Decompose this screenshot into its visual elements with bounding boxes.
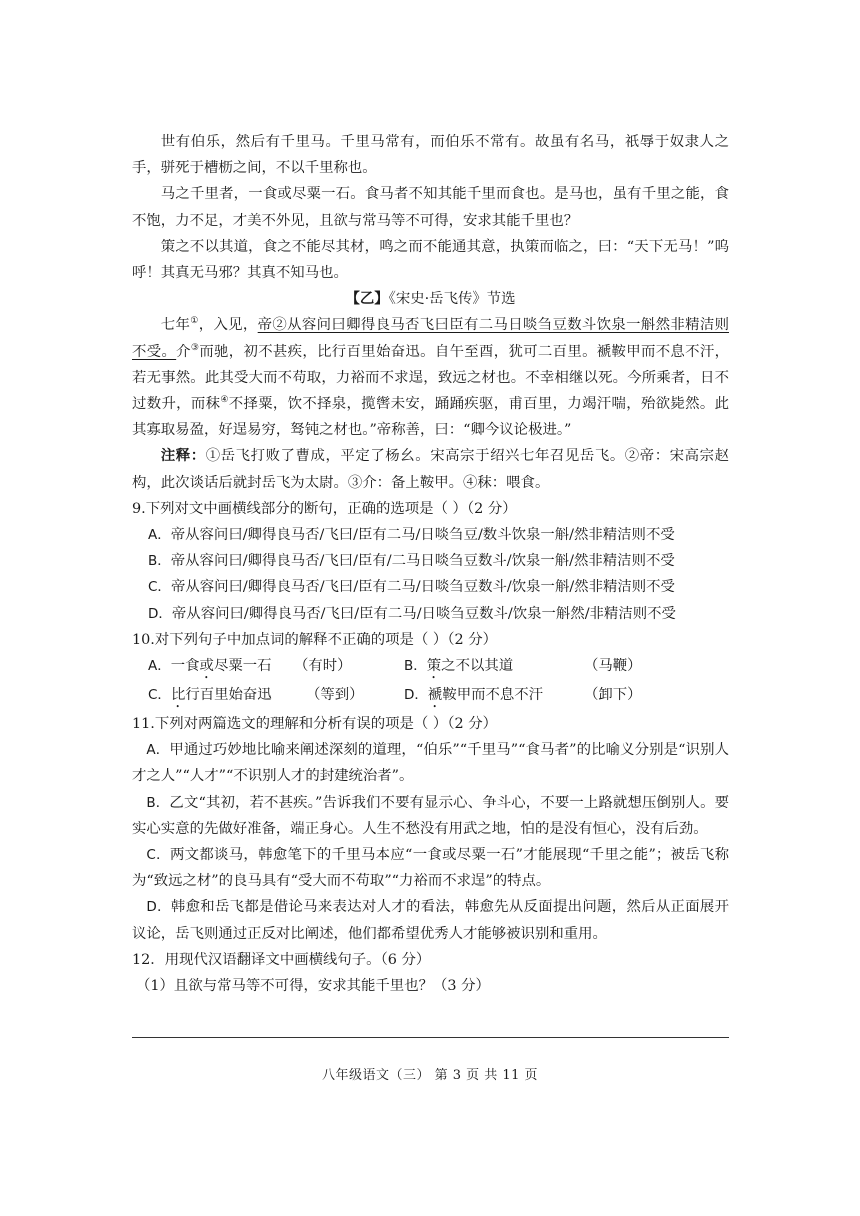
dotted-word: 策 [426,658,442,675]
question-9-stem: 9.下列对文中画横线部分的断句，正确的选项是（ ）（2 分） [132,500,517,517]
dotted-word: 比 [170,687,186,704]
underlined-sentence: 帝②从容问曰卿得良马否飞曰臣有二马日啖刍豆数斗饮泉一斛然非精洁则不受。 [132,317,729,360]
option-label: C． [148,687,171,704]
page-footer: 八年级语文（三） 第 3 页 共 11 页 [321,1068,539,1083]
option-label: C． [148,579,171,596]
option-text: 之不以其道 [441,658,514,675]
passage-yi-text: ，入见， [198,317,258,334]
passage-yi-paragraph [132,312,729,443]
question-11-stem: 11.下列对两篇选文的理解和分析有误的项是（ ）（2 分） [132,716,497,733]
option-text: 帝从容问曰/卿得良马否/飞曰/臣有二马/日啖刍豆/数斗饮泉一斛/然非精洁则不受 [170,527,675,544]
option-label: B． [146,794,170,811]
question-9-option-d [132,601,729,627]
question-10-row-1 [132,653,729,682]
option-text: 鞍甲而不息不汗 [442,687,544,704]
option-text: 尽粟一石 [213,658,272,675]
passage-jia-paragraph-2: 马之千里者，一食或尽粟一石。食马者不知其能千里而食也。是马也，虽有千里之能，食不饱，力不足，才美不外见，且欲与常马等不可得，安求其能千里也？ [132,186,729,229]
option-label: D． [404,687,428,704]
option-text: 帝从容问曰/卿得良马否/飞曰/臣有二马/日啖刍豆数斗/饮泉一斛然/非精洁则不受 [171,605,676,622]
footnote-marker-1: ① [190,316,199,327]
page-content [132,129,729,999]
option-label: B． [404,658,427,675]
option-text: 帝从容问曰/卿得良马否/飞曰/臣有二马/日啖刍豆数斗/饮泉一斛/然非精洁则不受 [170,579,675,596]
passage-jia-paragraph-1: 世有伯乐，然后有千里马。千里马常有，而伯乐不常有。故虽有名马，祇辱于奴隶人之手，骈死于槽枥之间，不以千里称也。 [132,134,729,177]
annotation-label: 注释： [160,447,206,465]
passage-yi-title [132,286,729,312]
passage-yi-text: 介 [176,343,191,360]
question-11-option-b [132,790,729,842]
question-10-option-c [148,682,274,711]
question-10-row-2 [132,682,729,711]
question-11-option-c [132,842,729,894]
option-text: 两文都谈马，韩愈笔下的千里马本应“一食或尽粟一石”才能展现“千里之能”；被岳飞称为“致远之材”的良马具有“受大而不苟取”“力裕而不求逞”的特点。 [132,847,729,890]
option-text: 一食 [170,658,200,675]
option-label: D． [148,605,172,622]
footer-divider [132,1037,729,1038]
passage-yi-text-start: 七年 [160,317,191,334]
footnote-marker-3: ③ [190,342,200,353]
question-9-option-b [132,548,729,574]
question-9-option-c [132,574,729,600]
question-10-gloss-d: （卸下） [584,687,642,704]
option-text: 乙文“其初，若不甚疾。”告诉我们不要有显示心、争斗心，不要一上路就想压倒别人。要实心实意的先做好准备，端正身心。人生不愁没有用武之地，怕的是没有恒心，没有后劲。 [132,794,729,837]
question-10-option-a [148,653,274,682]
question-9-option-a [132,522,729,548]
passage-yi-title-name: 《宋史·岳飞传》节选 [388,291,516,308]
footnote-marker-4: ④ [220,395,229,406]
passage-yi-title-prefix: 【乙】 [345,290,389,308]
question-11-option-d [132,894,729,946]
option-text: 帝从容问曰/卿得良马否/飞曰/臣有/二马日啖刍豆数斗/饮泉一斛/然非精洁则不受 [170,553,675,570]
annotation-paragraph [132,443,729,495]
passage-yi-text: 而驰，初不甚疾，比行百里始奋迅。自午至酉，犹可二百里。褫鞍甲而不息不汗，若无事然。此其受大而不苟取，力裕而不求逞，致远之材也。不幸相继以死。今所乘者，日不过数升，而秣 [132,343,729,413]
option-label: D． [146,899,171,916]
annotation-text: ①岳飞打败了曹成，平定了杨幺。宋高宗于绍兴七年召见岳飞。②帝：宋高宗赵构，此次谈话后就封岳飞为太尉。③介：备上鞍甲。④秣：喂食。 [132,448,729,491]
passage-jia-paragraph-3: 策之不以其道，食之不能尽其材，鸣之而不能通其意，执策而临之，曰：“天下无马！”呜呼！其真无马邪？其真不知马也。 [132,238,729,282]
option-label: B． [148,553,171,570]
question-12-sub-1: （1）且欲与常马等不可得，安求其能千里也？（3 分） [136,978,490,995]
option-text: 韩愈和岳飞都是借论马来表达对人才的看法，韩愈先从反面提出问题，然后从正面展开议论，岳飞则通过正反对比阐述，他们都希望优秀人才能够被识别和重用。 [132,899,729,942]
question-10-gloss-b: （马鞭） [584,658,642,675]
question-10-option-d [404,682,572,711]
option-label: C． [146,847,170,864]
question-10-gloss-c: （等到） [306,687,364,704]
question-10-option-b [404,653,572,682]
question-10-stem: 10.对下列句子中加点词的解释不正确的项是（ ）（2 分） [132,631,497,648]
option-label: A． [148,527,171,544]
option-label: A． [146,742,170,759]
dotted-word: 或 [199,658,214,675]
passage-yi-text: 不择粟，饮不择泉，揽辔未安，踊踊疾驱，甫百里，力竭汗喘，殆欲毙然。此其寡取易盈，好逞易穷，驽钝之材也。”帝称善，曰：“卿今议论极进。” [132,396,729,439]
option-text: 甲通过巧妙地比喻来阐述深刻的道理，“伯乐”“千里马”“食马者”的比喻义分别是“识别人才之人”“人才”“不识别人才的封建统治者”。 [132,742,729,785]
question-11-option-a [132,737,729,789]
question-12-stem: 12．用现代汉语翻译文中画横线句子。（6 分） [132,951,431,968]
option-label: A． [148,658,171,675]
dotted-word: 褫 [427,687,443,704]
option-text: 行百里始奋迅 [185,687,272,704]
question-10-gloss-a: （有时） [294,658,352,675]
